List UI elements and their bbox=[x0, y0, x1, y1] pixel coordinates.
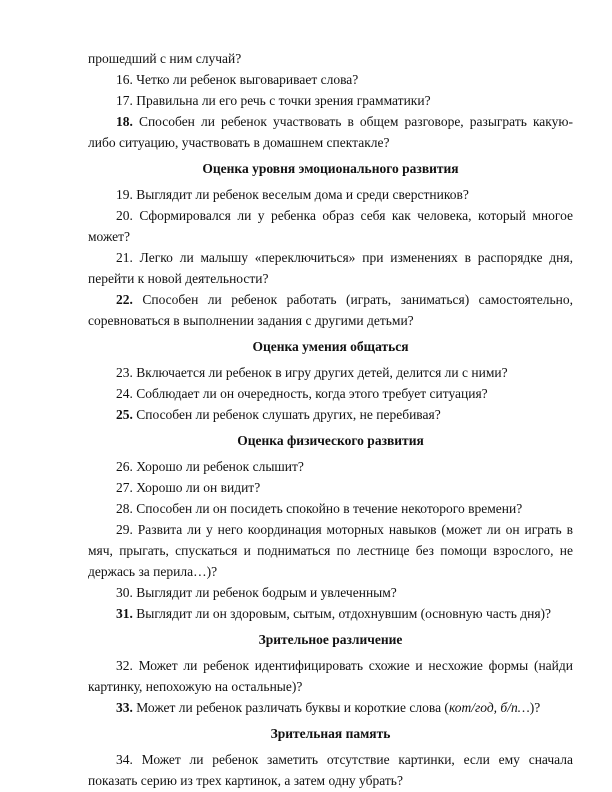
section-heading-visual-memory: Зрительная память bbox=[270, 726, 391, 741]
question-30: 30. Выглядит ли ребенок бодрым и увлеченным? bbox=[116, 585, 397, 600]
question-29: 29. Развита ли у него координация моторных навыков (может ли он играть в bbox=[116, 522, 573, 537]
question-28: 28. Способен ли он посидеть спокойно в течение некоторого времени? bbox=[116, 501, 523, 516]
text-line: прошедший с ним случай? bbox=[88, 51, 242, 66]
question-26: 26. Хорошо ли ребенок слышит? bbox=[116, 459, 304, 474]
section-heading-visual-discrimination: Зрительное различение bbox=[258, 632, 403, 647]
question-number: 31. bbox=[116, 606, 133, 621]
question-32: 32. Может ли ребенок идентифицировать схожие и несхожие формы (найди bbox=[116, 658, 573, 673]
question-text: Способен ли ребенок участвовать в общем разговоре, разыграть какую- bbox=[132, 114, 573, 129]
question-20-cont: может? bbox=[88, 229, 130, 244]
question-number: 25. bbox=[116, 407, 133, 422]
question-18 bbox=[88, 111, 573, 132]
document-page bbox=[88, 48, 573, 791]
question-22-cont: соревноваться в выполнении задания с другими детьми? bbox=[88, 313, 414, 328]
question-20: 20. Сформировался ли у ребенка образ себя как человека, который многое bbox=[116, 208, 573, 223]
question-24: 24. Соблюдает ли он очередность, когда этого требует ситуация? bbox=[116, 386, 488, 401]
question-text: Способен ли ребенок слушать других, не перебивая? bbox=[132, 407, 441, 422]
question-33 bbox=[88, 697, 573, 718]
question-34: 34. Может ли ребенок заметить отсутствие картинки, если ему сначала bbox=[116, 752, 573, 767]
question-number: 18. bbox=[116, 114, 133, 129]
section-heading-emotional: Оценка уровня эмоционального развития bbox=[202, 161, 459, 176]
question-27: 27. Хорошо ли он видит? bbox=[116, 480, 261, 495]
question-text: Может ли ребенок различать буквы и короткие слова ( bbox=[132, 700, 449, 715]
question-16: 16. Четко ли ребенок выговаривает слова? bbox=[116, 72, 359, 87]
question-text: )? bbox=[529, 700, 541, 715]
question-34-cont: показать серию из трех картинок, а затем одну убрать? bbox=[88, 773, 403, 788]
question-17: 17. Правильна ли его речь с точки зрения грамматики? bbox=[116, 93, 431, 108]
question-text: Выглядит ли он здоровым, сытым, отдохнувшим (основную часть дня)? bbox=[132, 606, 552, 621]
question-29-cont: мяч, прыгать, спускаться и подниматься по лестнице без помощи взрослого, не bbox=[88, 543, 573, 558]
question-22 bbox=[88, 289, 573, 310]
question-29-cont: держась за перила…)? bbox=[88, 564, 218, 579]
question-21-cont: перейти к новой деятельности? bbox=[88, 271, 269, 286]
question-25 bbox=[88, 404, 573, 425]
question-23: 23. Включается ли ребенок в игру других детей, делится ли с ними? bbox=[116, 365, 508, 380]
question-number: 33. bbox=[116, 700, 133, 715]
question-example: кот/год, б/п… bbox=[448, 700, 530, 715]
question-number: 22. bbox=[116, 292, 133, 307]
question-32-cont: картинку, непохожую на остальные)? bbox=[88, 679, 303, 694]
section-heading-physical: Оценка физического развития bbox=[237, 433, 424, 448]
question-21: 21. Легко ли малышу «переключиться» при изменениях в распорядке дня, bbox=[116, 250, 573, 265]
section-heading-communication: Оценка умения общаться bbox=[252, 339, 409, 354]
question-31 bbox=[88, 603, 573, 624]
question-18-cont: либо ситуацию, участвовать в домашнем спектакле? bbox=[88, 135, 390, 150]
question-19: 19. Выглядит ли ребенок веселым дома и среди сверстников? bbox=[116, 187, 469, 202]
question-text: Способен ли ребенок работать (играть, заниматься) самостоятельно, bbox=[132, 292, 573, 307]
